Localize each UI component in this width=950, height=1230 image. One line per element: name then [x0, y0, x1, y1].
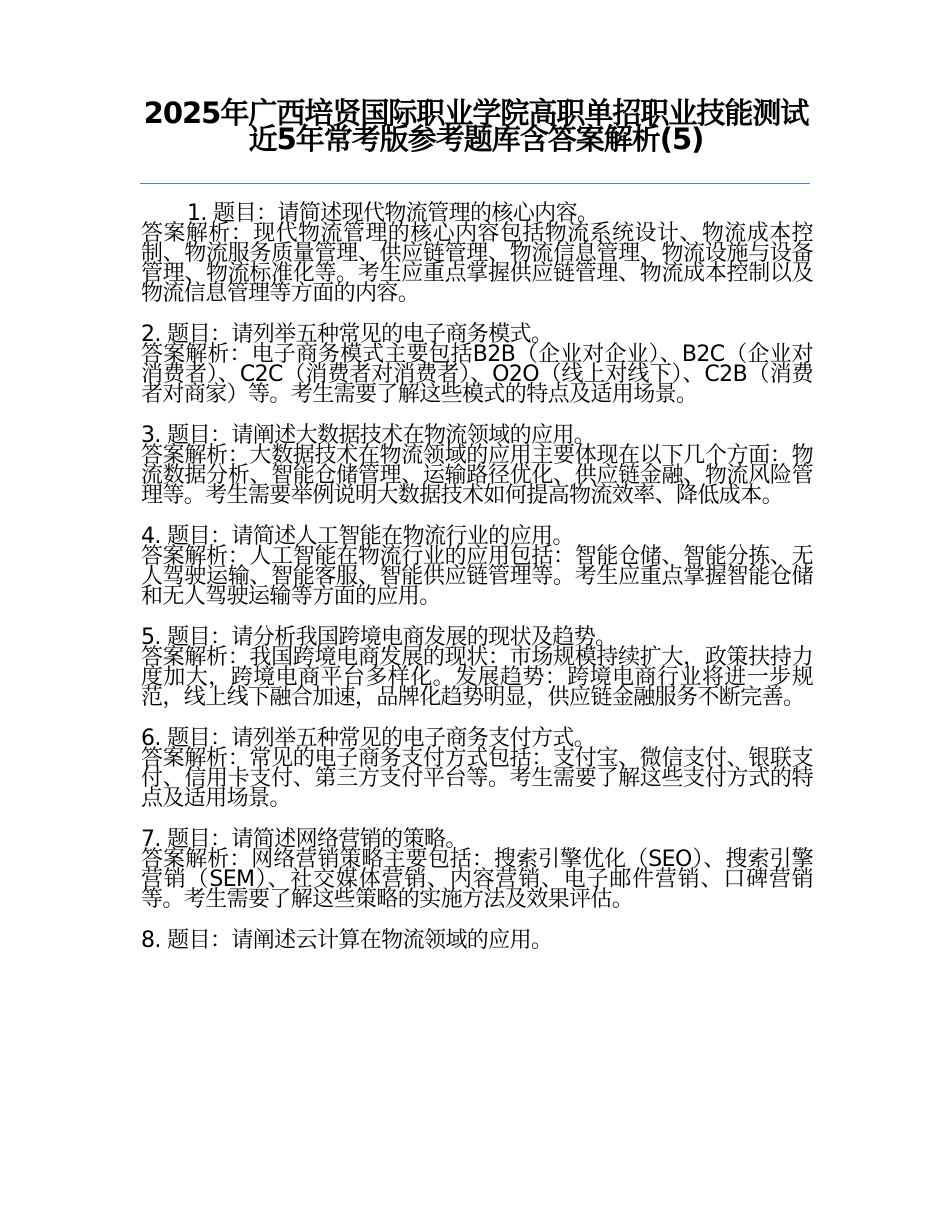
question-item	[141, 928, 813, 953]
question-text: 2. 题目：请列举五种常见的电子商务模式。	[141, 322, 553, 347]
question-text: 1. 题目：请简述现代物流管理的核心内容。	[187, 201, 599, 226]
question-text: 3. 题目：请阐述大数据技术在物流领域的应用。	[141, 423, 596, 448]
document-title: 2025年广西培贤国际职业学院高职单招职业技能测试近5年常考版参考题库含答案解析(5)	[143, 96, 809, 156]
answer-text: 答案解析：大数据技术在物流领域的应用主要体现在以下几个方面：物流数据分析、智能仓储管理、运输路径优化、供应链金融、物流风险管理等。考生需要举例说明大数据技术如何提高物流效率、降低成本。	[141, 443, 813, 508]
question-item	[141, 524, 813, 609]
answer-text: 答案解析：常见的电子商务支付方式包括：支付宝、微信支付、银联支付、信用卡支付、第三方支付平台等。考生需要了解这些支付方式的特点及适用场景。	[141, 746, 813, 811]
answer-text: 答案解析：我国跨境电商发展的现状：市场规模持续扩大，政策扶持力度加大，跨境电商平台多样化。发展趋势：跨境电商行业将进一步规范，线上线下融合加速，品牌化趋势明显，供应链金融服务不断完善。	[141, 645, 813, 710]
question-item	[141, 322, 813, 407]
answer-text: 答案解析：网络营销策略主要包括：搜索引擎优化（SEO）、搜索引擎营销（SEM）、社交媒体营销、内容营销、电子邮件营销、口碑营销等。考生需要了解这些策略的实施方法及效果评估。	[141, 847, 813, 912]
title-divider	[140, 183, 810, 184]
question-text: 5. 题目：请分析我国跨境电商发展的现状及趋势。	[141, 625, 617, 650]
answer-text: 答案解析：人工智能在物流行业的应用包括：智能仓储、智能分拣、无人驾驶运输、智能客服、智能供应链管理等。考生应重点掌握智能仓储和无人驾驶运输等方面的应用。	[141, 544, 813, 609]
answer-text: 答案解析：现代物流管理的核心内容包括物流系统设计、物流成本控制、物流服务质量管理、供应链管理、物流信息管理、物流设施与设备管理、物流标准化等。考生应重点掌握供应链管理、物流成本控制以及物流信息管理等方面的内容。	[141, 221, 813, 306]
question-text: 8. 题目：请阐述云计算在物流领域的应用。	[141, 928, 553, 953]
question-item	[141, 827, 813, 912]
question-item	[141, 625, 813, 710]
question-list	[141, 201, 813, 972]
question-item	[141, 726, 813, 811]
question-text: 4. 题目：请简述人工智能在物流行业的应用。	[141, 524, 574, 549]
question-text: 6. 题目：请列举五种常见的电子商务支付方式。	[141, 726, 596, 751]
answer-text: 答案解析：电子商务模式主要包括B2B（企业对企业）、B2C（企业对消费者）、C2C（消费者对消费者）、O2O（线上对线下）、C2B（消费者对商家）等。考生需要了解这些模式的特点及适用场景。	[141, 342, 813, 407]
question-item	[141, 201, 813, 306]
question-item	[141, 423, 813, 508]
question-text: 7. 题目：请简述网络营销的策略。	[141, 827, 467, 852]
